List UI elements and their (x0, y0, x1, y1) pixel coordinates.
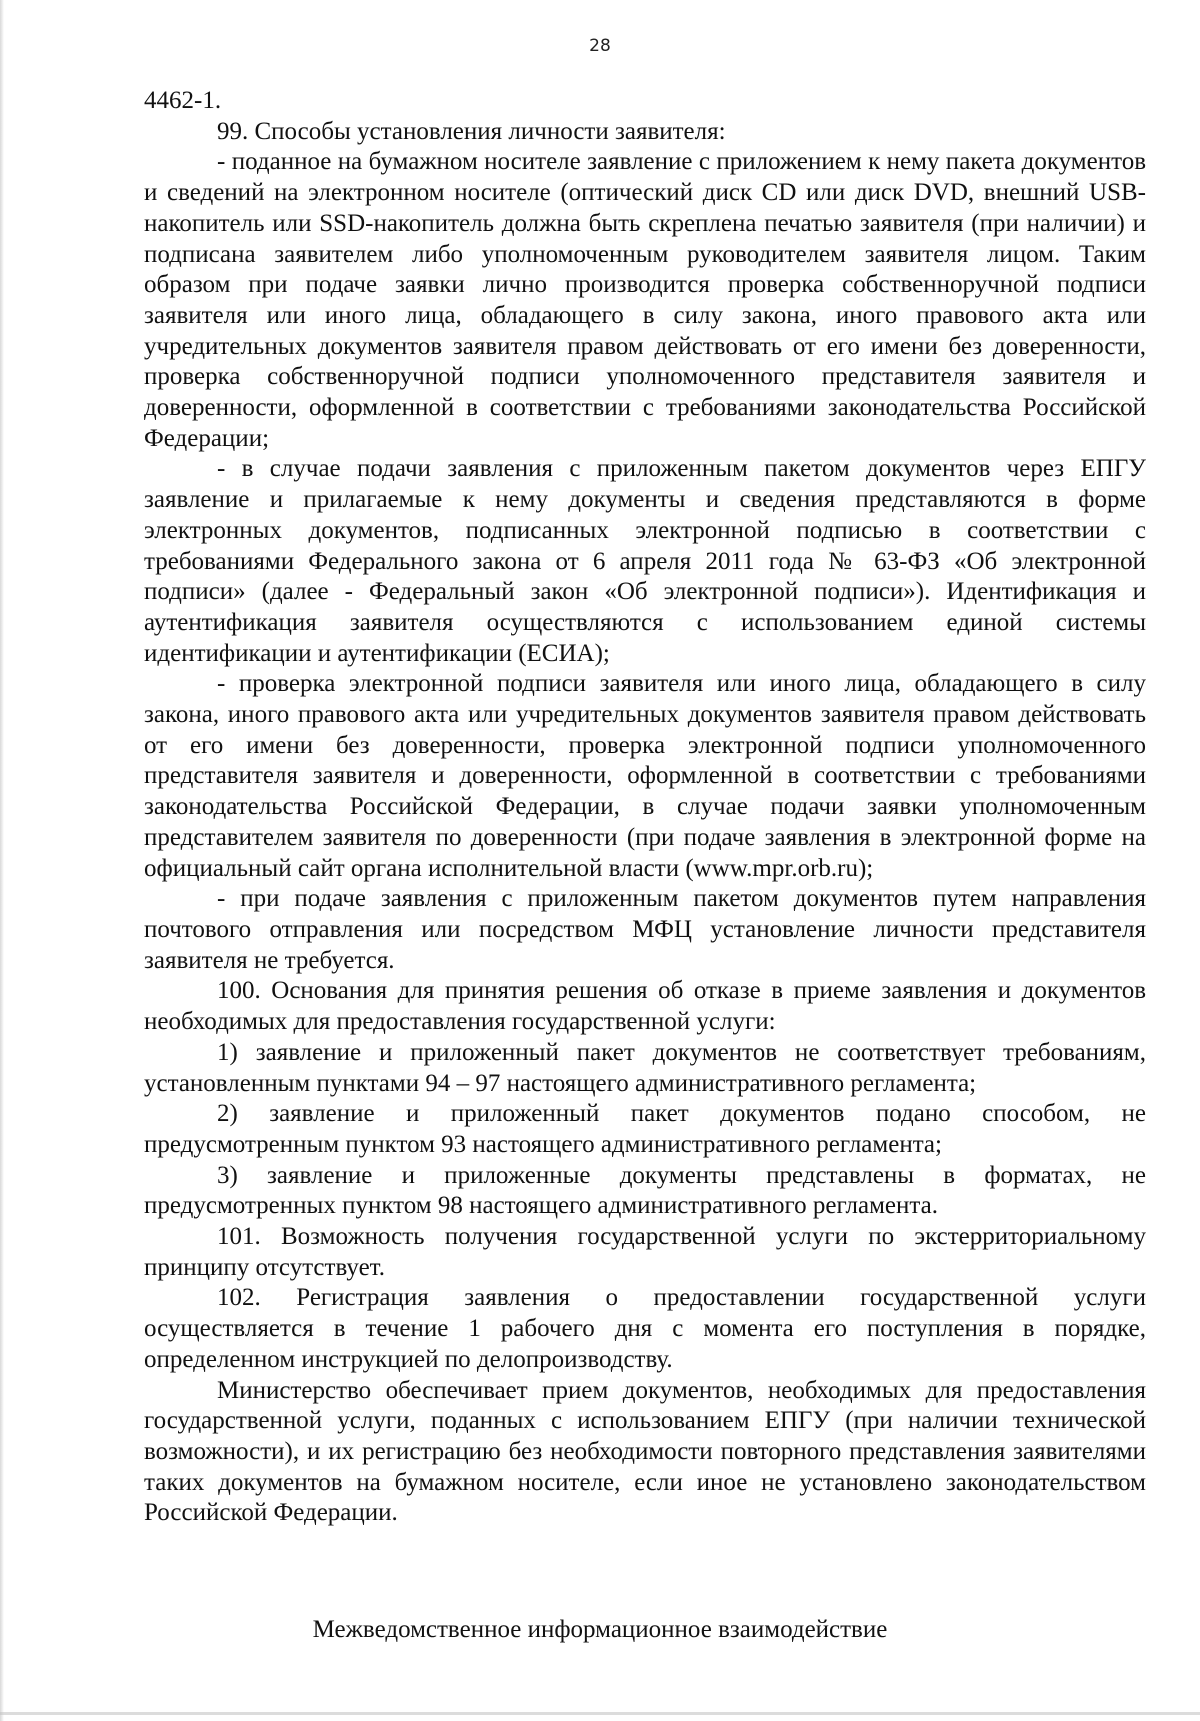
paragraph-101: 101. Возможность получения государственной услуги по экстерриториальному принципу отсутствует. (144, 1223, 1146, 1281)
paragraph-99-signature-check: - проверка электронной подписи заявителя или иного лица, обладающего в силу закона, иного правового акта или учредительных документов заявителя правом действовать от его имени без доверенности, проверка электронной подписи уполномоченного представителя заявителя и доверенности, оформленной в соответствии с требованиями законодательства Российской Федерации, в случае подачи заявки уполномоченным представителем заявителя по доверенности (при подаче заявления в электронной форме на официальный сайт органа исполнительной власти (www.mpr.orb.ru); (144, 670, 1146, 882)
paragraph-102: 102. Регистрация заявления о предоставлении государственной услуги осуществляется в течение 1 рабочего дня с момента его поступления в порядке, определенном инструкцией по делопроизводству. (144, 1284, 1146, 1373)
paragraph-continuation: 4462-1. (144, 87, 222, 114)
paragraph-99-epgu-submission: - в случае подачи заявления с приложенным пакетом документов через ЕПГУ заявление и прилагаемые к нему документы и сведения представляются в форме электронных документов, подписанных электронной подписью в соответствии с требованиями Федерального закона от 6 апреля 2011 года № 63-ФЗ «Об электронной подписи» (далее - Федеральный закон «Об электронной подписи»). Идентификация и аутентификация заявителя осуществляются с использованием единой системы идентификации и аутентификации (ЕСИА); (144, 455, 1146, 667)
scan-edge-left (0, 0, 4, 1721)
paragraph-100-heading: 100. Основания для принятия решения об отказе в приеме заявления и документов необходимых для предоставления государственной услуги: (144, 977, 1146, 1036)
paragraph-99-mail-submission: - при подаче заявления с приложенным пакетом документов путем направления почтового отправления или посредством МФЦ установление личности представителя заявителя не требуется. (144, 885, 1146, 974)
page-number: 28 (589, 36, 611, 56)
paragraph-100-item-1: 1) заявление и приложенный пакет документов не соответствует требованиям, установленным пунктами 94 – 97 настоящего административного регламента; (144, 1038, 1146, 1097)
paragraph-ministry: Министерство обеспечивает прием документов, необходимых для предоставления государственной услуги, поданных с использованием ЕПГУ (при наличии технической возможности), и их регистрацию без необходимости повторного представления заявителями таких документов на бумажном носителе, если иное не установлено законодательством Российской Федерации. (144, 1376, 1146, 1527)
section-heading: Межведомственное информационное взаимодействие (312, 1616, 888, 1643)
paragraph-100-item-2: 2) заявление и приложенный пакет документов подано способом, не предусмотренным пунктом 93 настоящего административного регламента; (144, 1100, 1146, 1158)
paragraph-99-paper-submission: - поданное на бумажном носителе заявление с приложением к нему пакета документов и сведений на электронном носителе (оптический диск CD или диск DVD, внешний USB-накопитель или SSD-накопитель должна быть скреплена печатью заявителя (при наличии) и подписана заявителем либо уполномоченным руководителем заявителя лицом. Таким образом при подаче заявки лично производится проверка собственноручной подписи заявителя или иного лица, обладающего в силу закона, иного правового акта или учредительных документов заявителя правом действовать от его имени без доверенности, проверка собственноручной подписи уполномоченного представителя заявителя и доверенности, оформленной в соответствии с требованиями законодательства Российской Федерации; (144, 148, 1146, 452)
document-body (144, 86, 1146, 1529)
paragraph-100-item-3: 3) заявление и приложенные документы представлены в форматах, не предусмотренных пунктом 98 настоящего административного регламента. (144, 1161, 1146, 1220)
scan-edge-bottom (0, 1712, 1200, 1715)
paragraph-99-heading: 99. Способы установления личности заявителя: (217, 117, 726, 145)
